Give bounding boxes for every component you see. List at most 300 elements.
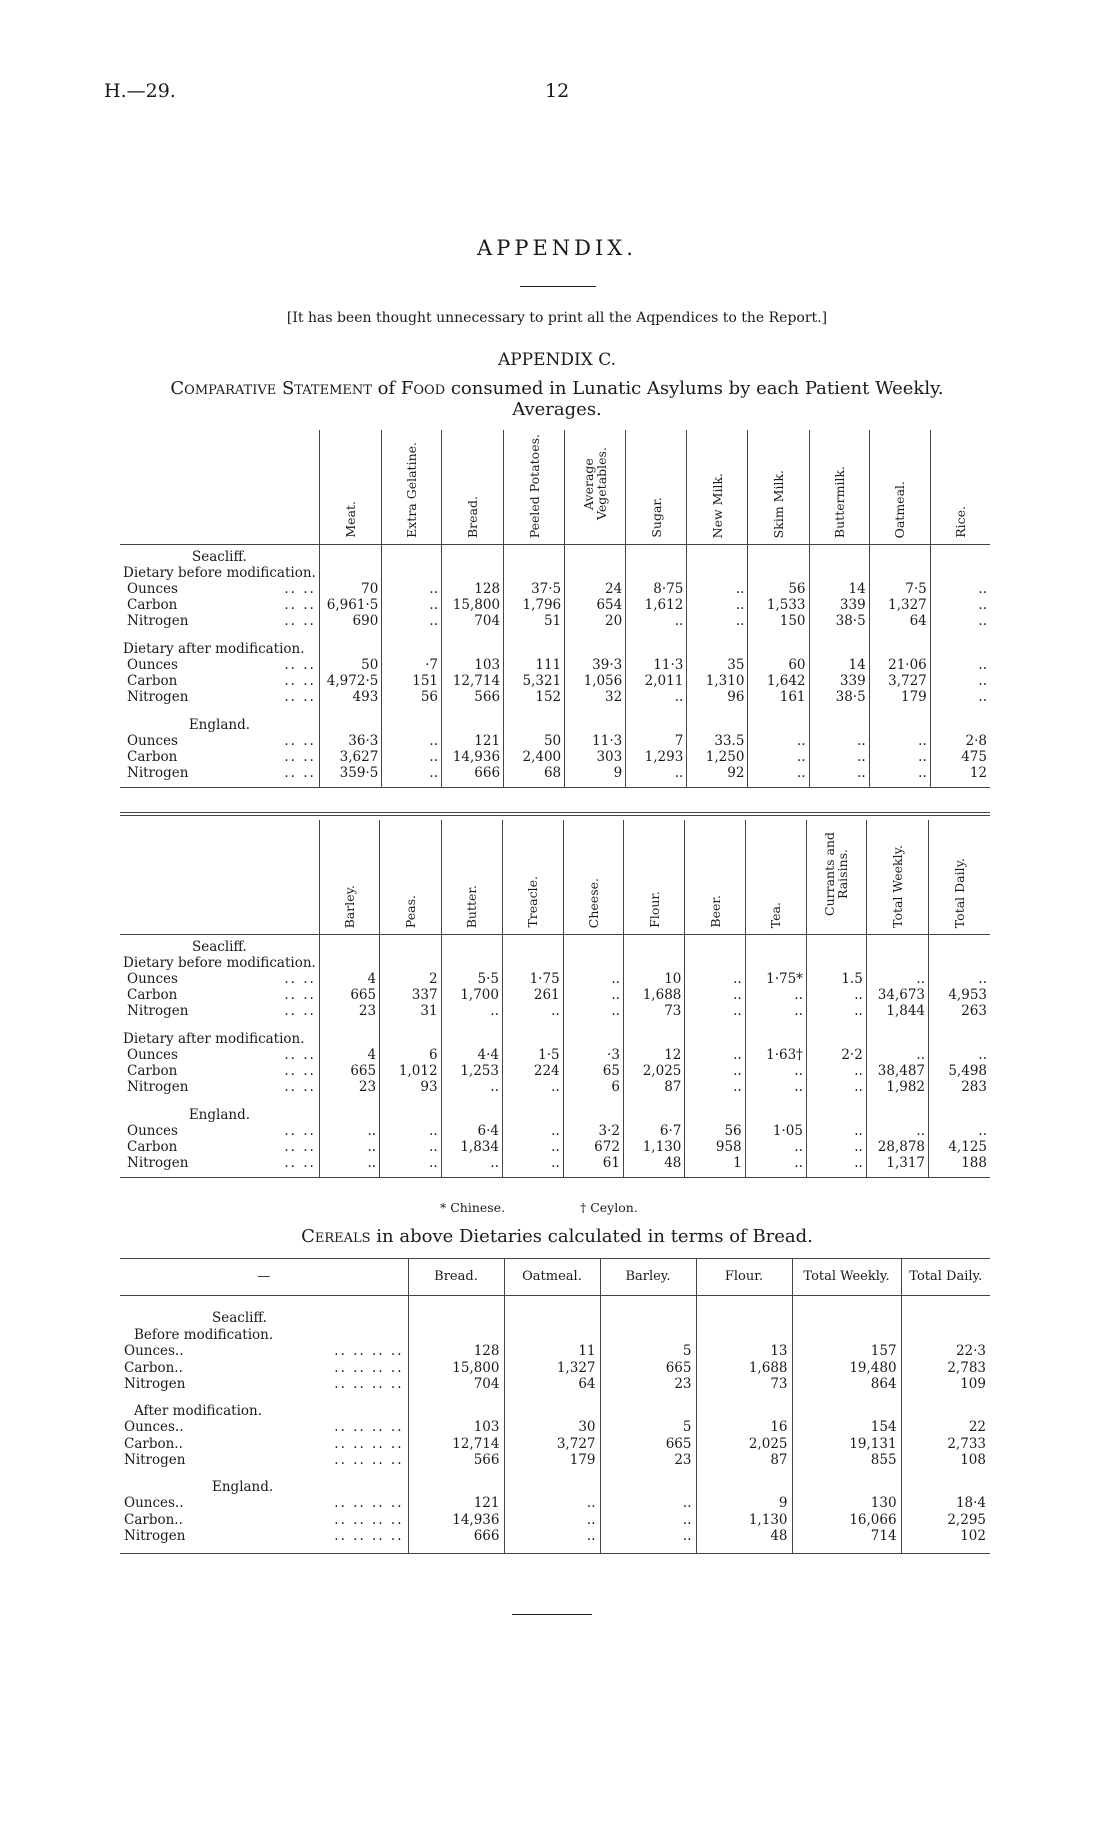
table-cell: 665 [600,1360,696,1377]
leader-dots: .. .. [284,1123,316,1139]
table-cell: 6 [380,1047,441,1063]
table-caption [0,378,1114,420]
table-cell: .. [866,1123,928,1139]
table-cell: 1,253 [441,1063,502,1079]
table-cell: 102 [901,1528,990,1545]
group-title: Seacliff. [191,939,247,955]
table-cell: 855 [792,1452,901,1469]
cereals-caption [0,1226,1114,1247]
table-cell: 64 [869,613,930,629]
table-cell: .. [809,765,869,781]
column-header [745,820,806,935]
table-cell: .. [504,1512,600,1529]
table-cell: 4 [319,971,379,987]
column-header [806,820,866,935]
table-cell: 339 [809,597,869,613]
row-label [120,1079,319,1095]
table-cell: .. [930,613,990,629]
table-cell: 61 [563,1155,623,1171]
table-cell: 87 [696,1452,792,1469]
table-cell: 19,131 [792,1436,901,1453]
table-cell: .. [380,1139,441,1155]
table-cell: 1,317 [866,1155,928,1171]
table-cell: 128 [442,581,504,597]
cereals-caption-rest: in above Dietaries calculated in terms of Bread. [370,1226,813,1247]
table-cell: .. [382,749,442,765]
table-cell: .. [502,1123,563,1139]
spacer-row [120,1296,990,1311]
table-cell: 303 [565,749,626,765]
page-number: 12 [545,80,570,102]
row-label-text: Ounces [127,581,178,597]
table-cell: 2,400 [504,749,565,765]
leader-dots: .. .. .. .. [334,1343,404,1359]
row-label [120,1343,408,1360]
table-row [120,597,990,613]
table-cell: 92 [687,765,748,781]
table-row [120,581,990,597]
row-label [120,1360,408,1377]
column-header [565,430,626,545]
table-cell: 31 [380,1003,441,1019]
header-blank [120,430,319,545]
table-cell: .. [748,749,809,765]
table-cell: 103 [408,1419,504,1436]
header-row [120,430,990,545]
table-cell: 1,700 [441,987,502,1003]
row-label-text: Nitrogen [127,1155,189,1171]
table-cell: 1,844 [866,1003,928,1019]
column-header [441,820,502,935]
table-cell: 4 [319,1047,379,1063]
table-cell: .. [806,1139,866,1155]
row-label-text: Nitrogen [124,1376,186,1392]
table-cell: 121 [442,733,504,749]
table-cell: 1,327 [869,597,930,613]
column-header: Total Daily. [901,1259,990,1296]
leader-dots: .. .. .. .. [334,1511,404,1528]
table-cell: .. [502,1155,563,1171]
table-cell: 704 [408,1376,504,1393]
row-label [120,657,319,673]
row-label-text: Nitrogen [124,1452,186,1468]
table-cell: .. [626,613,687,629]
table-cell: 128 [408,1343,504,1360]
group-heading-row [120,1310,990,1327]
table-cell: 9 [565,765,626,781]
table-cell: 1,012 [380,1063,441,1079]
table-cell: 179 [869,689,930,705]
table-cell: 337 [380,987,441,1003]
table-cell: 15,800 [408,1360,504,1377]
table-cell: 2,295 [901,1512,990,1529]
appendix-note: [It has been thought unnecessary to print all the Aqpendices to the Report.] [286,310,828,326]
table-cell: .. [626,765,687,781]
row-label-text: Carbon [127,1063,178,1079]
table-cell: .. [685,1047,745,1063]
group-title: England. [188,717,250,733]
group-heading-row [120,1031,990,1047]
table-cell: .. [504,1495,600,1512]
table-cell: .. [806,1063,866,1079]
row-label-text: Nitrogen [127,689,189,705]
table-cell: 475 [930,749,990,765]
column-header-label: Butter. [464,884,480,928]
table-row [120,1376,990,1393]
table-cell: 87 [623,1079,684,1095]
row-label-text: Nitrogen [127,1079,189,1095]
table-cell: .. [563,1003,623,1019]
row-label-text: Nitrogen [127,765,189,781]
end-rule [512,1614,592,1615]
table-cell: 1,796 [504,597,565,613]
table-cell: .. [745,1079,806,1095]
table-cell: .. [745,1139,806,1155]
column-header [382,430,442,545]
caption-part4: consumed in Lunatic Asylums by each Patient Weekly. [445,378,944,399]
row-label-text: Ounces.. [124,1419,184,1435]
table-row [120,613,990,629]
table-row [120,1343,990,1360]
column-header-label: Oatmeal. [892,480,908,538]
table-cell: 1,056 [565,673,626,689]
table-cell: 32 [565,689,626,705]
column-header: Barley. [600,1259,696,1296]
table-cell: 2,025 [696,1436,792,1453]
table-cell: 130 [792,1495,901,1512]
table-cell: .. [929,971,990,987]
table-cell: 1,688 [696,1360,792,1377]
leader-dots: .. .. .. .. [334,1528,404,1544]
table-cell: 5 [600,1419,696,1436]
caption-part3: Food [400,378,446,399]
row-label-text: Ounces [127,1123,178,1139]
table-cell: .. [866,1047,928,1063]
column-header [504,430,565,545]
column-header-label: Bread. [465,496,481,538]
table-cell: .. [563,987,623,1003]
column-header-label: Meat. [343,501,359,538]
table-cell: 5,321 [504,673,565,689]
table-cell: 690 [319,613,382,629]
leader-dots: .. .. [284,749,316,765]
row-label [120,1376,408,1393]
table-cell: 7 [626,733,687,749]
row-label [120,689,319,705]
row-label [120,1047,319,1063]
leader-dots: .. .. .. .. [334,1376,404,1392]
leader-dots: .. .. [284,1155,316,1171]
table-cell: .. [600,1528,696,1545]
table-cell: 16 [696,1419,792,1436]
table-cell: .. [748,765,809,781]
table-cell: .. [809,749,869,765]
column-header: Total Weekly. [792,1259,901,1296]
table-row [120,1436,990,1453]
appendix-c-heading: APPENDIX C. [497,350,617,370]
table-cell: 38·5 [809,689,869,705]
leader-dots: .. .. [284,765,316,781]
table-row [120,689,990,705]
row-label-text: Ounces [127,1047,178,1063]
table-cell: .. [748,733,809,749]
table-cell: 1.5 [806,971,866,987]
table-cell: 14,936 [408,1512,504,1529]
table-cell: .. [382,733,442,749]
group-heading-row [120,1107,990,1123]
row-label-text: Ounces.. [124,1495,184,1511]
table-row [120,1452,990,1469]
table-cell: 1·63† [745,1047,806,1063]
table-cell: 12,714 [442,673,504,689]
leader-dots: .. .. [284,657,316,673]
column-header: Oatmeal. [504,1259,600,1296]
leader-dots: .. .. [284,971,316,987]
table-cell: 14 [809,581,869,597]
table-cell: 2,025 [623,1063,684,1079]
table-cell: 4,125 [929,1139,990,1155]
table-cell: 1·75 [502,971,563,987]
table-cell: 14 [809,657,869,673]
spacer-row [120,1095,990,1107]
cereals-table [120,1258,990,1554]
table-cell: 665 [319,987,379,1003]
table-row [120,1123,990,1139]
table-cell: 21·06 [869,657,930,673]
row-label [120,1419,408,1436]
table-cell: 2·2 [806,1047,866,1063]
row-label-text: Carbon [127,673,178,689]
table-cell: 18·4 [901,1495,990,1512]
table-cell: 157 [792,1343,901,1360]
table-cell: 864 [792,1376,901,1393]
table-cell: 958 [685,1139,745,1155]
group-title: England. [212,1478,274,1495]
table-cell: .. [869,733,930,749]
table-cell: 2·8 [930,733,990,749]
table-cell: 5,498 [929,1063,990,1079]
row-label-text: Nitrogen [127,613,189,629]
footnote-chinese: * Chinese. [440,1200,506,1215]
column-header-label: Currants and Raisins. [822,832,851,916]
table-cell: .. [502,1003,563,1019]
group-subtitle: Before modification. [134,1326,274,1343]
column-header-label: Peas. [402,894,418,928]
table-cell: 150 [748,613,809,629]
row-label [120,581,319,597]
group-title: England. [188,1107,250,1123]
column-header [380,820,441,935]
column-header [319,820,379,935]
table-cell: 12 [930,765,990,781]
table-cell: 4,953 [929,987,990,1003]
row-label-text: Carbon [127,597,178,613]
leader-dots: .. .. .. .. [334,1435,404,1452]
table-cell: .. [685,1063,745,1079]
table-cell: 654 [565,597,626,613]
table-cell: 1 [685,1155,745,1171]
table-cell: .. [441,1003,502,1019]
group-subtitle: Dietary after modification. [123,641,305,657]
table-row [120,1419,990,1436]
column-header-label: Barley. [341,884,357,928]
row-label [120,987,319,1003]
table-cell: .. [806,1003,866,1019]
table-cell: 10 [623,971,684,987]
table-cell: .. [685,1003,745,1019]
table-cell: 103 [442,657,504,673]
table-cell: 6,961·5 [319,597,382,613]
table-cell: .. [626,689,687,705]
table-cell: 12,714 [408,1436,504,1453]
table-cell: 4,972·5 [319,673,382,689]
table-cell: 23 [600,1452,696,1469]
spacer-row [120,629,990,641]
report-code: H.—29. [104,80,176,102]
table-cell: .. [745,1063,806,1079]
column-header-label: Sugar. [648,497,664,538]
table-cell: 566 [408,1452,504,1469]
table-cell: 33.5 [687,733,748,749]
table-cell: .. [382,765,442,781]
table-cell: 1·75* [745,971,806,987]
row-label [120,673,319,689]
table-row [120,733,990,749]
row-label-text: Carbon [127,749,178,765]
table-cell: 359·5 [319,765,382,781]
header-row [120,1259,990,1296]
table-row [120,1003,990,1019]
row-label [120,971,319,987]
row-label-text: Nitrogen [124,1528,186,1544]
footnote-ceylon: † Ceylon. [580,1200,638,1215]
table-cell: 672 [563,1139,623,1155]
column-header [929,820,990,935]
table-cell: 1,533 [748,597,809,613]
leader-dots: .. .. .. .. [334,1452,404,1468]
table-cell: .. [745,987,806,1003]
table-cell: .. [319,1123,379,1139]
table-cell: 224 [502,1063,563,1079]
table-cell: 3,727 [869,673,930,689]
table-cell: 9 [696,1495,792,1512]
table-cell: .. [687,581,748,597]
row-label-text: Ounces [127,733,178,749]
table-cell: 73 [696,1376,792,1393]
table-cell: 111 [504,657,565,673]
table-cell: 161 [748,689,809,705]
table-cell: 109 [901,1376,990,1393]
row-label [120,1155,319,1171]
table-cell: 283 [929,1079,990,1095]
table-cell: 151 [382,673,442,689]
table-cell: 34,673 [866,987,928,1003]
table-cell: 6·7 [623,1123,684,1139]
table-cell: .. [563,971,623,987]
row-label [120,1495,408,1512]
table-cell: 30 [504,1419,600,1436]
cereals-caption-sc: Cereals [301,1226,371,1247]
table-cell: .. [745,1003,806,1019]
table-cell: .. [866,971,928,987]
column-header [563,820,623,935]
table-cell: 714 [792,1528,901,1545]
table-cell: .. [930,597,990,613]
table-cell: 666 [442,765,504,781]
column-header [626,430,687,545]
table-cell: 11 [504,1343,600,1360]
row-label-text: Ounces [127,657,178,673]
column-header [502,820,563,935]
group-heading-row [120,1479,990,1496]
spacer-row [120,1019,990,1031]
table-cell: 1,642 [748,673,809,689]
table-cell: 13 [696,1343,792,1360]
column-header-label: Cheese. [585,877,601,928]
spacer-row [120,781,990,788]
table-cell: .. [806,1155,866,1171]
table-cell: 12 [623,1047,684,1063]
table-cell: 56 [748,581,809,597]
table-cell: 22·3 [901,1343,990,1360]
leader-dots: .. .. [284,733,316,749]
header-blank [120,820,319,935]
table-cell: 23 [600,1376,696,1393]
food-table-part1 [120,430,990,788]
group-heading-row [120,1327,990,1344]
column-header [687,430,748,545]
table-cell: 51 [504,613,565,629]
group-heading-row [120,565,990,581]
table-cell: 152 [504,689,565,705]
row-label-text: Carbon [127,1139,178,1155]
column-header-label: Total Daily. [952,857,967,928]
column-header-label: Buttermilk. [831,465,847,538]
table-cell: .. [806,1123,866,1139]
table-row [120,657,990,673]
table-cell: 179 [504,1452,600,1469]
table-cell: 2,011 [626,673,687,689]
table-cell: 15,800 [442,597,504,613]
row-label-text: Ounces.. [124,1343,184,1359]
table-cell: 68 [504,765,565,781]
table-row [120,673,990,689]
table-cell: 1,982 [866,1079,928,1095]
table-cell: 666 [408,1528,504,1545]
table-cell: 1,327 [504,1360,600,1377]
table-cell: 60 [748,657,809,673]
table-cell: .. [806,987,866,1003]
table-cell: 70 [319,581,382,597]
table-cell: 154 [792,1419,901,1436]
table-cell: 493 [319,689,382,705]
table-cell: 23 [319,1079,379,1095]
table-cell: 2,733 [901,1436,990,1453]
row-label [120,733,319,749]
table-cell: .. [930,581,990,597]
table-cell: 28,878 [866,1139,928,1155]
table-cell: 7·5 [869,581,930,597]
table-row [120,1079,990,1095]
table-cell: 2 [380,971,441,987]
table-cell: 1,834 [441,1139,502,1155]
table-cell: .. [319,1155,379,1171]
table-cell: 566 [442,689,504,705]
table-cell: 36·3 [319,733,382,749]
table-cell: .. [382,581,442,597]
table-cell: .. [809,733,869,749]
row-label [120,749,319,765]
